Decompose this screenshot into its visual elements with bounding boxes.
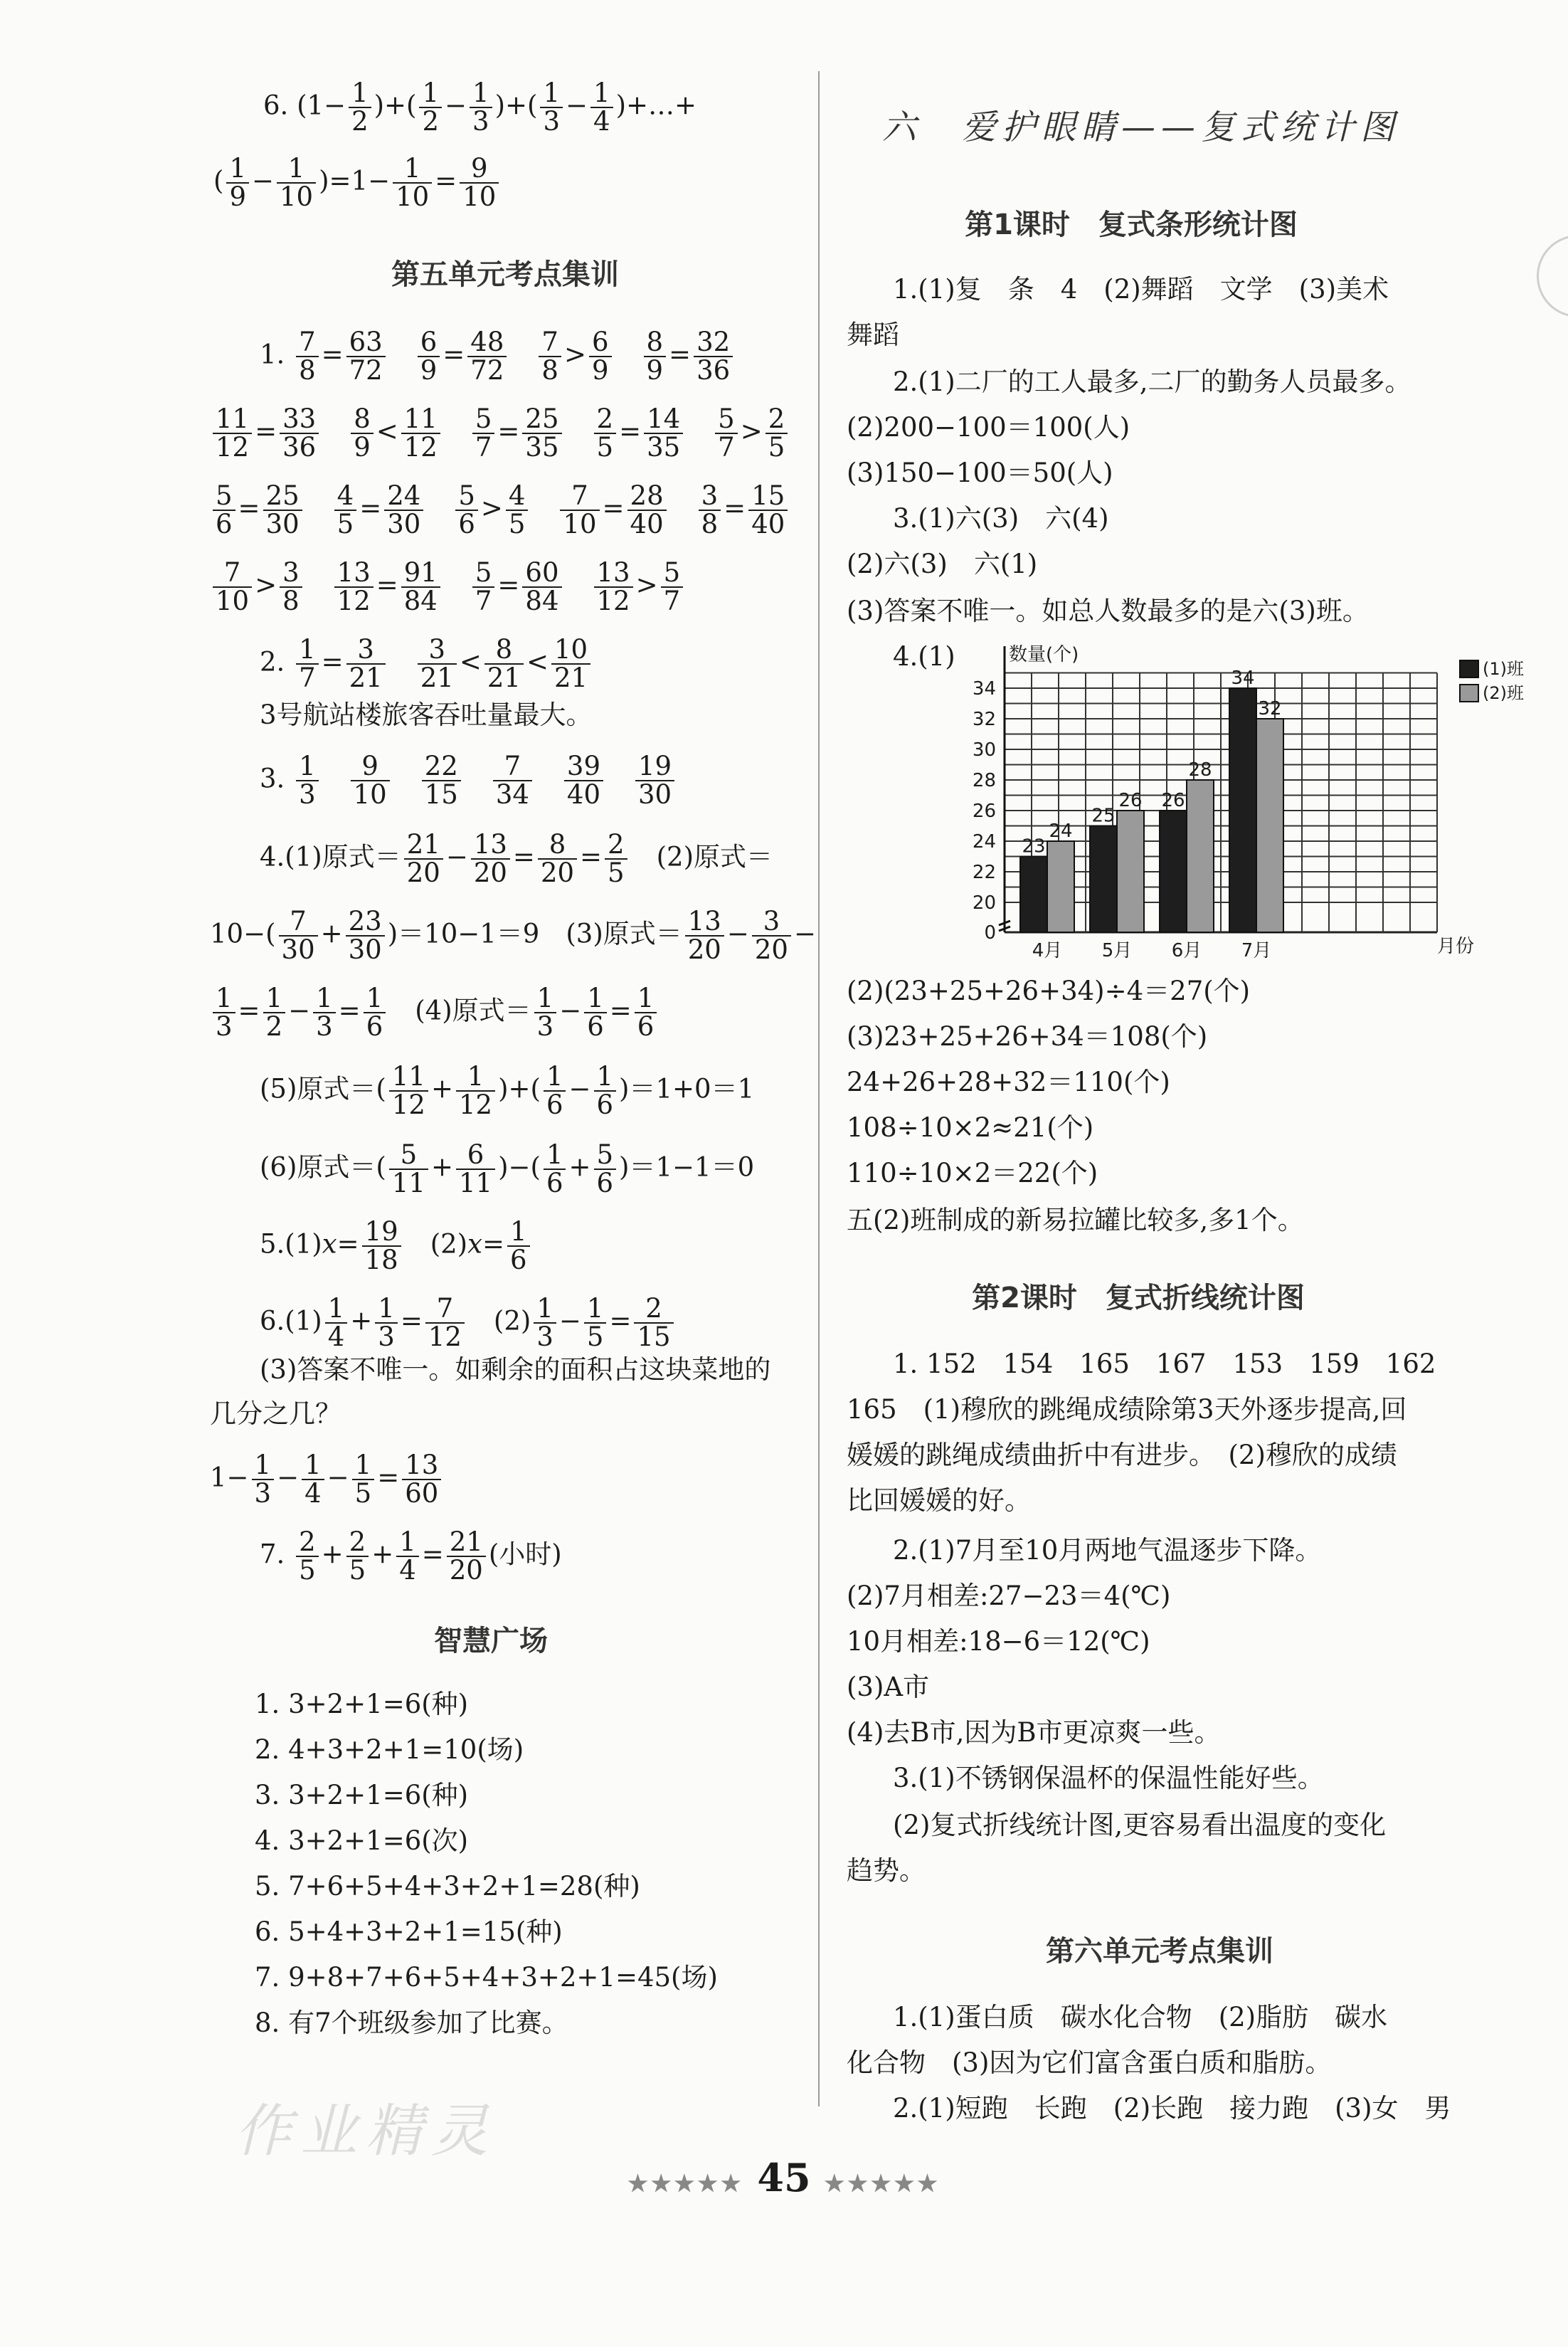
l2-line: 10月相差:18−6＝12(℃) (847, 1626, 1150, 1657)
page-footer (627, 2155, 941, 2200)
data-label: 26 (1161, 790, 1185, 811)
u5-q4-line3: $\frac{1}{3}$ = $\frac{1}{2}$ − $\frac{1}{3}$ = $\frac{1}{6}$ (4)原式＝ $\frac{1}{3}$ − $\frac{1}{6}$ = $\frac{1}{6}$ (210, 985, 659, 1040)
wisdom-item: 2. 4+3+2+1=10(场) (255, 1734, 524, 1765)
data-label: 26 (1118, 790, 1143, 811)
chapter-title: 六 爱护眼睛——复式统计图 (882, 107, 1401, 147)
legend-swatch (1460, 685, 1478, 702)
x-tick-label: 5月 (1101, 940, 1133, 961)
u5-q3: 3. $\frac{1}{3}$ $\frac{9}{10}$ $\frac{22}{15}$ $\frac{7}{34}$ $\frac{39}{40}$ $\frac{19}{30}$ (260, 753, 677, 808)
l1-line: (2)六(3) 六(1) (847, 549, 1038, 579)
l2-line: 比回媛媛的好。 (847, 1485, 1031, 1516)
u5-q2-expr: 2. $\frac{1}{7}$ = $\frac{3}{21}$ $\frac{3}{21}$ < $\frac{8}{21}$ < $\frac{10}{21}$ (260, 636, 593, 692)
wisdom-item: 7. 9+8+7+6+5+4+3+2+1=45(场) (255, 1962, 718, 1993)
bar-(1)班-4月 (1020, 857, 1047, 933)
u5-q6: 6.(1) $\frac{1}{4}$ + $\frac{1}{3}$ = $\frac{7}{12}$ (2) $\frac{1}{3}$ − $\frac{1}{5}$ = $\frac{2}{15}$ (260, 1295, 677, 1351)
l1b-line: 108÷10×2≈21(个) (847, 1112, 1094, 1143)
l2-line: (4)去B市,因为B市更凉爽一些。 (847, 1717, 1221, 1748)
q6-line2: ( $\frac{1}{9}$ − $\frac{1}{10}$ )=1− $\frac{1}{10}$ = $\frac{9}{10}$ (213, 155, 502, 211)
unit6-title: 第六单元考点集训 (1046, 1935, 1273, 1968)
l1-line: 舞蹈 (847, 320, 899, 350)
bar-(2)班-7月 (1256, 719, 1283, 932)
data-label: 28 (1188, 759, 1212, 781)
watermark: 作业精灵 (235, 2098, 497, 2164)
data-label: 32 (1258, 698, 1282, 719)
l1-line: 2.(1)二厂的工人最多,二厂的勤务人员最多。 (893, 366, 1411, 397)
y-tick-label: 34 (972, 678, 996, 700)
chart-legend (1460, 659, 1524, 703)
l2-line: (2)7月相差:27−23＝4(℃) (847, 1581, 1171, 1611)
u6-line: 1.(1)蛋白质 碳水化合物 (2)脂肪 碳水 (893, 2002, 1388, 2032)
y-tick-label: 20 (972, 892, 996, 914)
data-label: 23 (1022, 835, 1046, 858)
u5-q6-3b: 几分之几？ (210, 1398, 341, 1429)
l2-line: 1. 152 154 165 167 153 159 162 (893, 1349, 1436, 1379)
y-tick-label: 26 (972, 801, 996, 822)
l1b-line: 110÷10×2＝22(个) (847, 1158, 1098, 1188)
wisdom-item: 3. 3+2+1=6(种) (255, 1780, 469, 1810)
x-axis-label: 月份 (1437, 936, 1475, 957)
u5-q6-3a: (3)答案不唯一。如剩余的面积占这块菜地的 (260, 1354, 771, 1385)
wisdom-title: 智慧广场 (434, 1625, 548, 1657)
l1b-line: 五(2)班制成的新易拉罐比较多,多1个。 (847, 1205, 1304, 1235)
l2-line: 媛媛的跳绳成绩曲折中有进步。 (2)穆欣的成绩 (847, 1440, 1397, 1470)
right-column (818, 0, 1568, 2347)
bar-(1)班-5月 (1090, 826, 1117, 933)
u5-q4-line1: 4.(1)原式＝ $\frac{21}{20}$ − $\frac{13}{20}$ = $\frac{8}{20}$ = $\frac{2}{5}$ (2)原式＝ (260, 829, 773, 888)
lesson1-title: 第1课时 复式条形统计图 (965, 209, 1298, 241)
l1b-line: (2)(23+25+26+34)÷4＝27(个) (847, 976, 1251, 1006)
y-tick-label: 0 (984, 922, 996, 944)
bar-(2)班-5月 (1117, 811, 1144, 932)
l2-line: (3)A市 (847, 1672, 930, 1702)
data-label: 25 (1091, 805, 1116, 827)
u6-line: 2.(1)短跑 长跑 (2)长跑 接力跑 (3)女 男 (893, 2093, 1451, 2124)
y-axis-label: 数量(个) (1009, 644, 1079, 665)
grouped-bar-chart (925, 633, 1551, 975)
bar-(1)班-7月 (1229, 688, 1256, 932)
y-tick-label: 28 (972, 770, 996, 791)
l2-line: 趋势。 (847, 1855, 926, 1886)
u5-q1-row4: $\frac{7}{10}$ > $\frac{3}{8}$ $\frac{13}{12}$ = $\frac{91}{84}$ $\frac{5}{7}$ = $\frac{60}{84}$ $\frac{13}{12}$ > $\frac{5}{7}$ (210, 559, 686, 615)
bar-(2)班-4月 (1047, 841, 1074, 932)
l2-line: (2)复式折线统计图,更容易看出温度的变化 (893, 1810, 1387, 1840)
wisdom-item: 1. 3+2+1=6(种) (255, 1689, 469, 1719)
l1-line: (2)200−100＝100(人) (847, 412, 1130, 443)
u5-q1-row3: $\frac{5}{6}$ = $\frac{25}{30}$ $\frac{4}{5}$ = $\frac{24}{30}$ $\frac{5}{6}$ > $\frac{4}{5}$ $\frac{7}{10}$ = $\frac{28}{40}$ $\frac{3}{8}$ = $\frac{15}{40}$ (210, 482, 790, 538)
u5-q4-line2: 10−( $\frac{7}{30}$ + $\frac{23}{30}$ )＝10−1＝9 (3)原式＝ $\frac{13}{20}$ − $\frac{3}{20}$ − (210, 906, 816, 965)
y-tick-label: 22 (972, 862, 996, 883)
lesson2-title: 第2课时 复式折线统计图 (972, 1282, 1305, 1314)
u5-q2-text: 3号航站楼旅客吞吐量最大。 (260, 700, 593, 730)
q4-label: 4.(1) (893, 641, 955, 672)
bar-(1)班-6月 (1160, 811, 1187, 932)
wisdom-item: 8. 有7个班级参加了比赛。 (255, 2008, 568, 2038)
u5-q1-row2: $\frac{11}{12}$ = $\frac{33}{36}$ $\frac{8}{9}$ < $\frac{11}{12}$ $\frac{5}{7}$ = $\frac{25}{35}$ $\frac{2}{5}$ = $\frac{14}{35}$ $\frac{5}{7}$ > $\frac{2}{5}$ (210, 406, 790, 461)
bar-(2)班-6月 (1187, 780, 1214, 932)
wisdom-item: 6. 5+4+3+2+1=15(种) (255, 1916, 563, 1947)
l1b-line: 24+26+28+32＝110(个) (847, 1067, 1170, 1097)
x-tick-label: 6月 (1171, 940, 1202, 961)
legend-label: (1)班 (1483, 659, 1524, 679)
u5-q4-line4: (5)原式＝( $\frac{11}{12}$ + $\frac{1}{12}$ )+( $\frac{1}{6}$ − $\frac{1}{6}$ )＝1+0＝1 (260, 1061, 755, 1120)
data-label: 34 (1231, 668, 1255, 689)
x-tick-label: 7月 (1241, 940, 1272, 961)
q6-line1: 6. (1− $\frac{1}{2}$ )+( $\frac{1}{2}$ − $\frac{1}{3}$ )+( $\frac{1}{3}$ − $\frac{1}{4}$ )+…+ (263, 78, 697, 137)
l1b-line: (3)23+25+26+34＝108(个) (847, 1021, 1208, 1052)
u5-q6-3c: 1− $\frac{1}{3}$ − $\frac{1}{4}$ − $\frac{1}{5}$ = $\frac{13}{60}$ (210, 1452, 444, 1507)
y-tick-label: 32 (972, 709, 996, 730)
x-tick-label: 4月 (1032, 940, 1063, 961)
l1-line: (3)150−100＝50(人) (847, 458, 1113, 488)
data-label: 24 (1049, 821, 1073, 842)
l2-line: 2.(1)7月至10月两地气温逐步下降。 (893, 1535, 1322, 1566)
l1-line: 3.(1)六(3) 六(4) (893, 503, 1109, 534)
wisdom-item: 5. 7+6+5+4+3+2+1=28(种) (255, 1871, 640, 1902)
u5-q5: 5.(1)x= $\frac{19}{18}$ (2)x= $\frac{1}{6}$ (260, 1218, 533, 1274)
wisdom-item: 4. 3+2+1=6(次) (255, 1825, 469, 1856)
legend-label: (2)班 (1483, 683, 1524, 703)
page-number: 45 (757, 2155, 811, 2200)
legend-swatch (1460, 660, 1478, 677)
l2-line: 165 (1)穆欣的跳绳成绩除第3天外逐步提高,回 (847, 1394, 1407, 1425)
l2-line: 3.(1)不锈钢保温杯的保温性能好些。 (893, 1763, 1324, 1793)
u5-q4-line5: (6)原式＝( $\frac{5}{11}$ + $\frac{6}{11}$ )−( $\frac{1}{6}$ + $\frac{5}{6}$ )＝1−1＝0 (260, 1139, 755, 1198)
u5-q7: 7. $\frac{2}{5}$ + $\frac{2}{5}$ + $\frac{1}{4}$ = $\frac{21}{20}$ (小时) (260, 1526, 562, 1586)
u5-q1-row1: 1. $\frac{7}{8}$ = $\frac{63}{72}$ $\frac{6}{9}$ = $\frac{48}{72}$ $\frac{7}{8}$ > $\frac{6}{9}$ $\frac{8}{9}$ = $\frac{32}{36}$ (260, 329, 736, 384)
y-tick-label: 24 (972, 831, 996, 853)
u6-line: 化合物 (3)因为它们富含蛋白质和脂肪。 (847, 2047, 1332, 2078)
unit5-title: 第五单元考点集训 (391, 258, 619, 291)
l1-line: 1.(1)复 条 4 (2)舞蹈 文学 (3)美术 (893, 274, 1389, 305)
footer-stars-left: ★★★★★ (627, 2170, 744, 2197)
y-tick-label: 30 (972, 739, 996, 761)
l1-line: (3)答案不唯一。如总人数最多的是六(3)班。 (847, 596, 1369, 626)
footer-stars-right: ★★★★★ (824, 2170, 941, 2197)
